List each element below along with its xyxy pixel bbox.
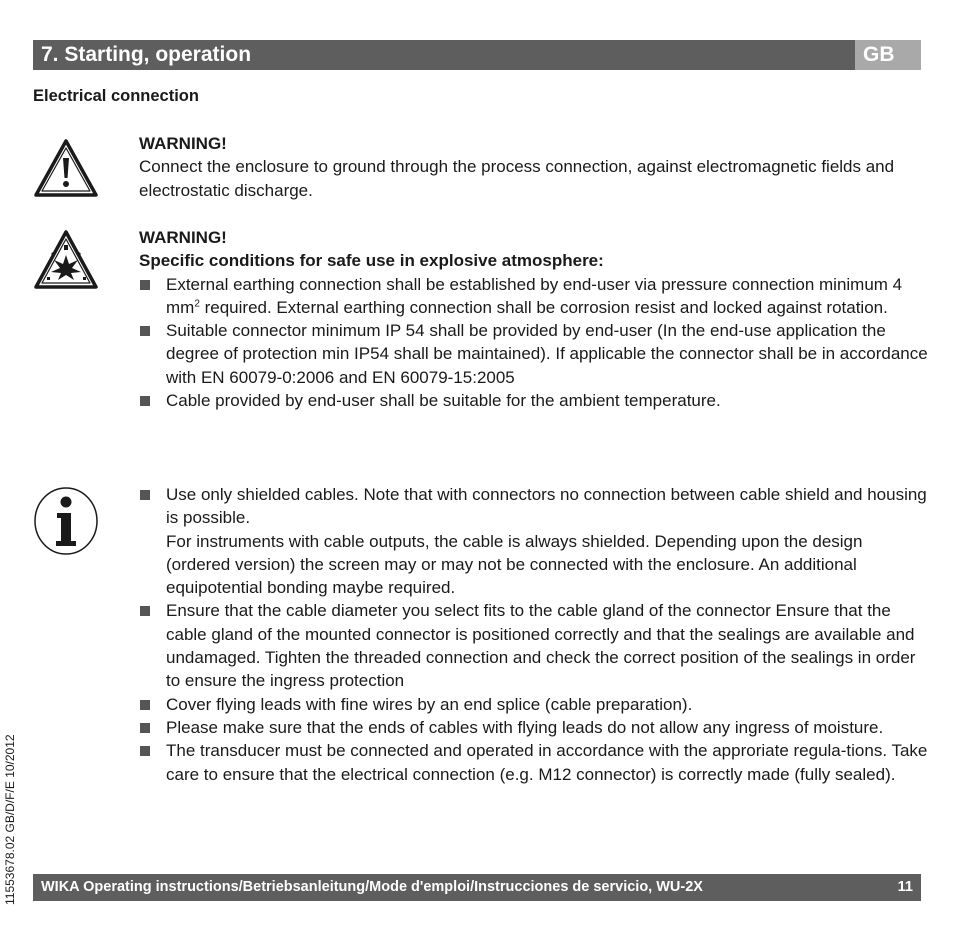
list-item: Cable provided by end-user shall be suitable for the ambient temperature. xyxy=(139,389,929,412)
list-item: Use only shielded cables. Note that with connectors no connection between cable shield and housing is possible. For instruments with cable outputs, the cable is always shielded. Depending upon the design (ordered version) the screen may or may not be connected with the enclosure. An additional equipotential bonding maybe required. xyxy=(139,483,929,599)
section-heading: Electrical connection xyxy=(33,87,199,105)
list-item: Suitable connector minimum IP 54 shall be provided by end-user (In the end-use application the degree of protection min IP54 shall be maintained). If applicable the connector shall be in accordance with EN 60079-0:2006 and EN 60079-15:2005 xyxy=(139,319,929,389)
explosion-hazard-icon xyxy=(33,229,99,291)
info-list xyxy=(139,483,929,786)
warning-text: Connect the enclosure to ground through the process connection, against electromagnetic fields and electrostatic discharge. xyxy=(139,157,895,200)
list-item: Please make sure that the ends of cables with flying leads do not allow any ingress of moisture. xyxy=(139,716,929,739)
warning-label: WARNING! xyxy=(139,228,227,247)
list-item: Ensure that the cable diameter you select fits to the cable gland of the connector Ensure that the cable gland of the mounted connector is positioned correctly and that the sealings are available and undamaged. Tighten the threaded connection and check the correct position of the sealings in order to ensure the ingress protection xyxy=(139,599,929,692)
warning-ground-block xyxy=(139,132,929,202)
document-code: 11553678.02 GB/D/F/E 10/2012 xyxy=(3,734,17,905)
page-title: 7. Starting, operation xyxy=(41,43,252,66)
warning-triangle-icon xyxy=(33,138,99,198)
list-item: Cover flying leads with fine wires by an end splice (cable preparation). xyxy=(139,693,929,716)
warning-label: WARNING! xyxy=(139,134,227,153)
footer-text: WIKA Operating instructions/Betriebsanleitung/Mode d'emploi/Instrucciones de servicio, WU-2X xyxy=(41,879,703,895)
section-header-bar xyxy=(33,40,921,70)
list-item: External earthing connection shall be established by end-user via pressure connection minimum 4 $mm^2$ required. External earthing connection shall be corrosion resist and locked against rotation. xyxy=(139,273,929,320)
info-block xyxy=(139,483,929,786)
explosive-conditions-list xyxy=(139,273,929,413)
list-item: The transducer must be connected and operated in accordance with the approriate regula-tions. Take care to ensure that the electrical connection (e.g. M12 connector) is correctly made (fully sealed). xyxy=(139,739,929,786)
warning-explosive-block xyxy=(139,226,929,412)
footer-bar xyxy=(33,874,921,901)
language-badge: GB xyxy=(855,40,921,70)
page-number: 11 xyxy=(897,879,913,895)
warning-subtitle: Specific conditions for safe use in explosive atmosphere: xyxy=(139,251,604,271)
info-icon xyxy=(33,486,99,556)
